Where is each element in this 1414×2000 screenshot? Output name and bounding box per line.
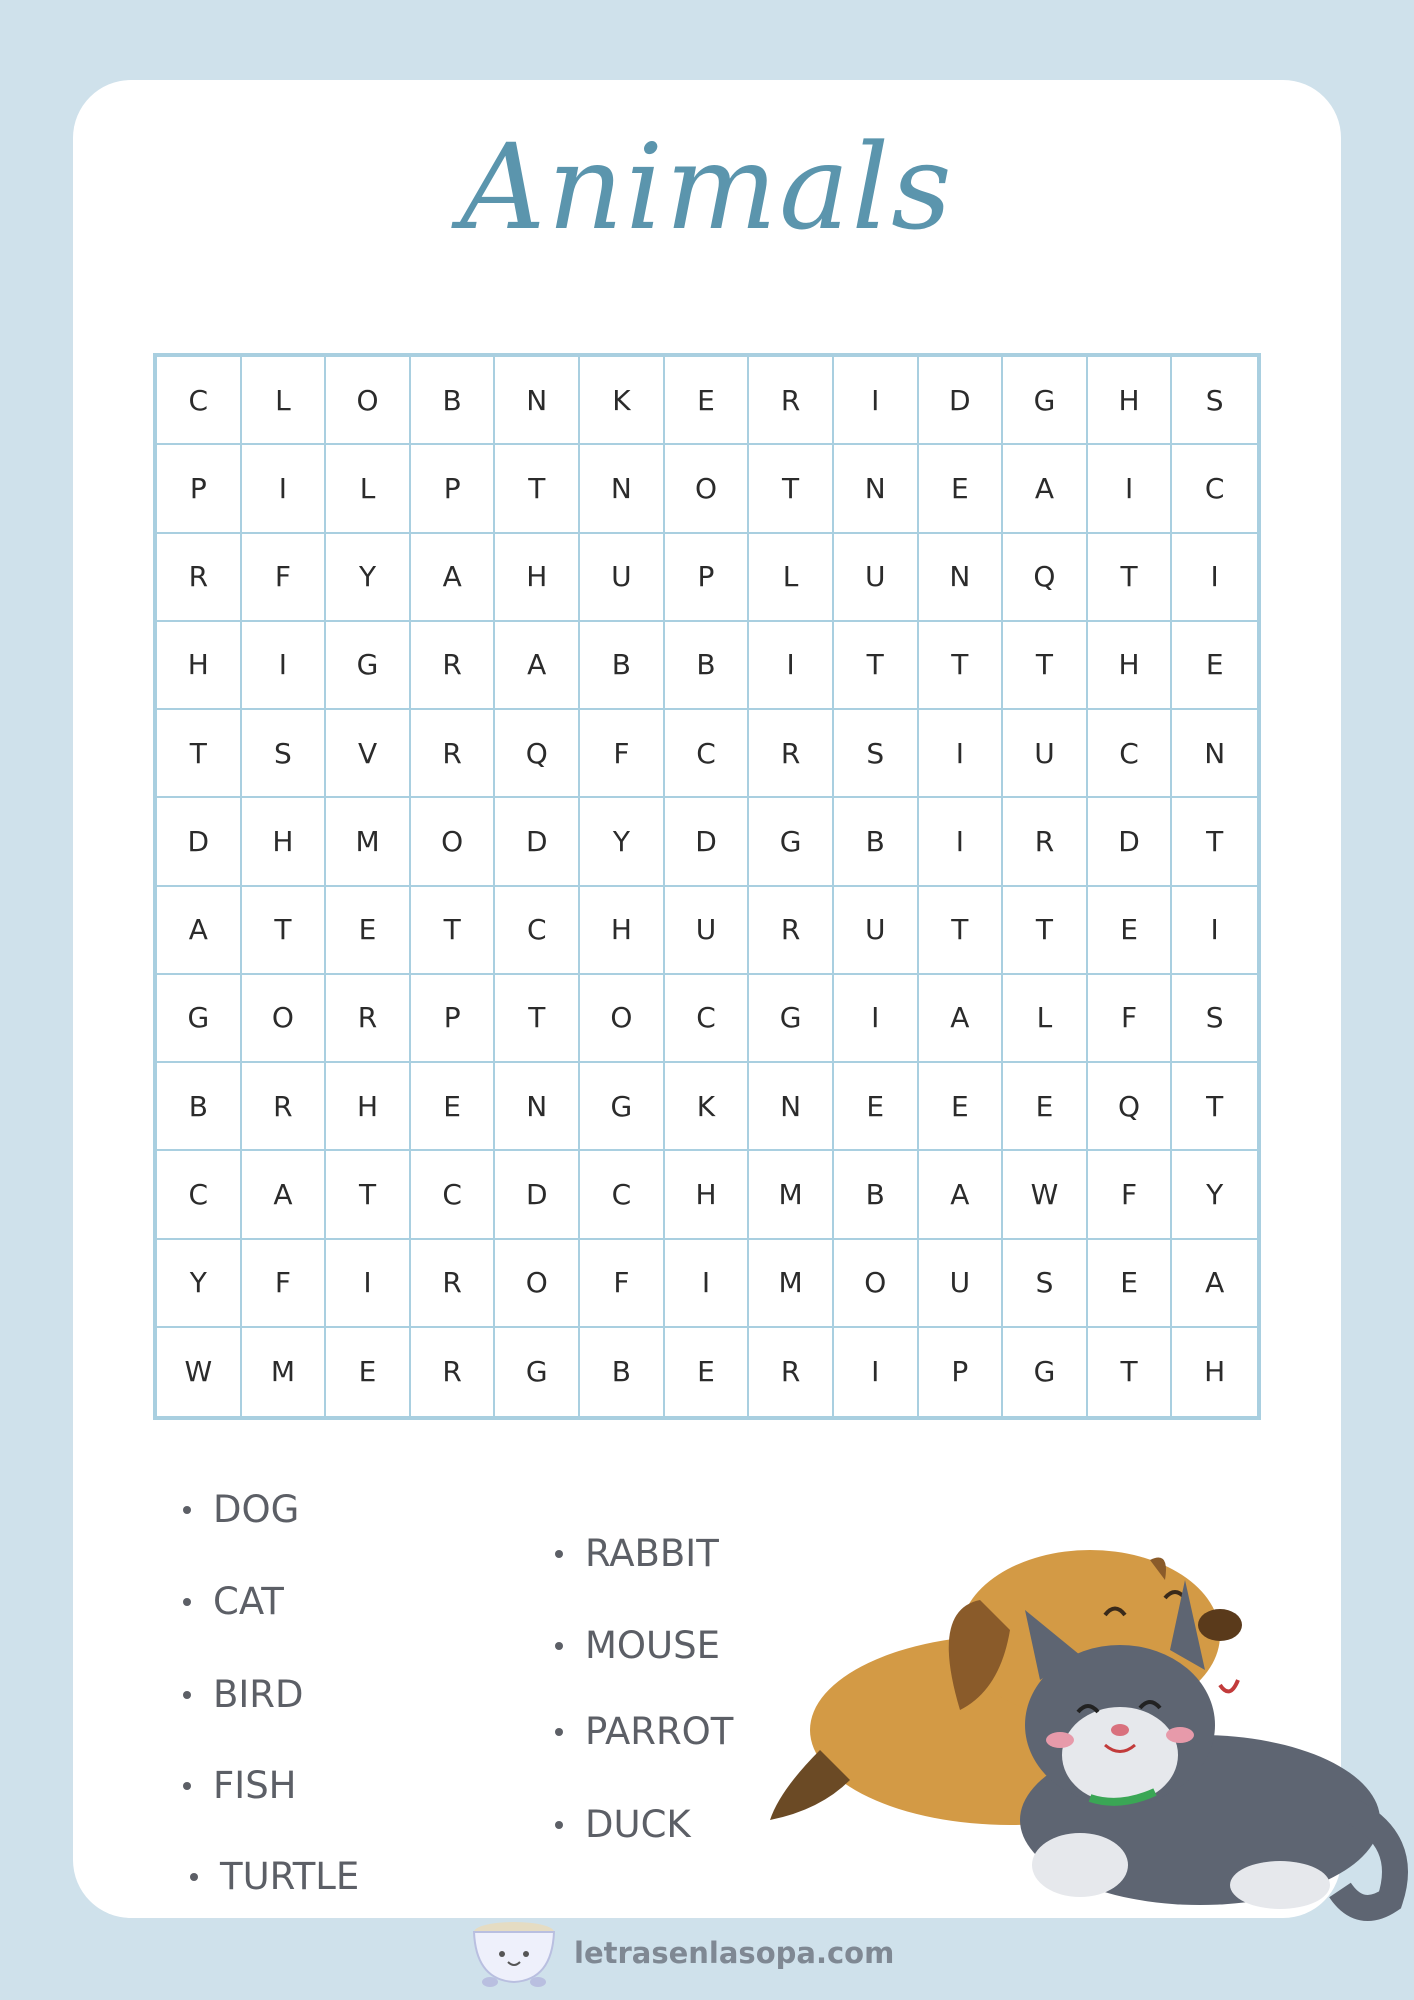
grid-cell[interactable]: G <box>157 975 242 1063</box>
grid-cell[interactable]: B <box>580 622 665 710</box>
grid-cell[interactable]: T <box>326 1151 411 1239</box>
grid-cell[interactable]: O <box>326 357 411 445</box>
grid-cell[interactable]: U <box>834 887 919 975</box>
word-label: PARROT <box>585 1710 734 1753</box>
word-label: RABBIT <box>585 1532 719 1575</box>
bullet-icon <box>555 1642 563 1650</box>
bullet-icon <box>183 1691 191 1699</box>
grid-cell[interactable]: G <box>749 798 834 886</box>
grid-cell[interactable]: T <box>1172 1063 1257 1151</box>
grid-cell[interactable]: G <box>749 975 834 1063</box>
grid-cell[interactable]: E <box>665 1328 750 1416</box>
grid-cell[interactable]: A <box>411 534 496 622</box>
bullet-icon <box>555 1728 563 1736</box>
grid-cell[interactable]: A <box>242 1151 327 1239</box>
grid-cell[interactable]: I <box>1172 534 1257 622</box>
grid-cell[interactable]: E <box>326 887 411 975</box>
grid-cell[interactable]: T <box>242 887 327 975</box>
grid-cell[interactable]: T <box>749 445 834 533</box>
grid-cell[interactable]: H <box>157 622 242 710</box>
grid-cell[interactable]: L <box>242 357 327 445</box>
grid-cell[interactable]: B <box>834 798 919 886</box>
grid-cell[interactable]: S <box>1172 357 1257 445</box>
grid-cell[interactable]: I <box>326 1240 411 1328</box>
grid-cell[interactable]: C <box>411 1151 496 1239</box>
word-label: CAT <box>213 1580 284 1623</box>
grid-cell[interactable]: I <box>834 357 919 445</box>
grid-cell[interactable]: A <box>1003 445 1088 533</box>
grid-cell[interactable]: E <box>1172 622 1257 710</box>
grid-cell[interactable]: I <box>242 622 327 710</box>
grid-cell[interactable]: B <box>665 622 750 710</box>
grid-cell[interactable]: I <box>749 622 834 710</box>
word-item <box>555 1624 720 1667</box>
grid-cell[interactable]: P <box>665 534 750 622</box>
grid-cell[interactable]: E <box>919 1063 1004 1151</box>
dog-and-cat-illustration <box>760 1540 1414 1940</box>
grid-cell[interactable]: I <box>919 798 1004 886</box>
word-item <box>183 1580 284 1623</box>
grid-cell[interactable]: C <box>665 975 750 1063</box>
grid-cell[interactable]: L <box>749 534 834 622</box>
grid-cell[interactable]: I <box>1088 445 1173 533</box>
grid-cell[interactable]: S <box>1172 975 1257 1063</box>
grid-cell[interactable]: E <box>834 1063 919 1151</box>
grid-cell[interactable]: D <box>157 798 242 886</box>
grid-cell[interactable]: P <box>919 1328 1004 1416</box>
grid-cell[interactable]: C <box>1088 710 1173 798</box>
grid-cell[interactable]: T <box>1003 622 1088 710</box>
grid-cell[interactable]: T <box>1088 1328 1173 1416</box>
grid-cell[interactable]: N <box>749 1063 834 1151</box>
grid-cell[interactable]: A <box>919 975 1004 1063</box>
grid-cell[interactable]: E <box>1003 1063 1088 1151</box>
word-item <box>555 1803 691 1846</box>
grid-cell[interactable]: S <box>1003 1240 1088 1328</box>
word-label: DOG <box>213 1488 300 1531</box>
grid-cell[interactable]: A <box>1172 1240 1257 1328</box>
word-label: FISH <box>213 1764 297 1807</box>
grid-cell[interactable]: T <box>834 622 919 710</box>
grid-cell[interactable]: D <box>665 798 750 886</box>
grid-cell[interactable]: R <box>411 1240 496 1328</box>
grid-cell[interactable]: T <box>495 975 580 1063</box>
grid-cell[interactable]: O <box>665 445 750 533</box>
word-item <box>555 1532 719 1575</box>
page-title: Animals <box>460 118 954 256</box>
grid-cell[interactable]: H <box>1204 1355 1226 1389</box>
grid-cell[interactable]: R <box>411 710 496 798</box>
grid-cell[interactable]: I <box>242 445 327 533</box>
grid-cell[interactable]: R <box>749 357 834 445</box>
grid-cell[interactable]: G <box>580 1063 665 1151</box>
grid-cell[interactable]: O <box>495 1240 580 1328</box>
letter-grid <box>153 353 1261 1420</box>
grid-cell[interactable]: T <box>157 710 242 798</box>
grid-cell[interactable]: R <box>411 1328 496 1416</box>
grid-cell[interactable]: O <box>242 975 327 1063</box>
grid-cell[interactable]: R <box>242 1063 327 1151</box>
grid-cell[interactable]: T <box>411 887 496 975</box>
grid-cell[interactable]: A <box>919 1151 1004 1239</box>
grid-cell[interactable]: D <box>1088 798 1173 886</box>
grid-cell[interactable]: C <box>495 887 580 975</box>
grid-cell[interactable]: E <box>1088 887 1173 975</box>
word-label: DUCK <box>585 1803 691 1846</box>
grid-cell[interactable]: B <box>411 357 496 445</box>
grid-cell[interactable]: M <box>749 1240 834 1328</box>
grid-cell[interactable]: P <box>411 975 496 1063</box>
site-url[interactable]: letrasenlasopa.com <box>574 1936 895 1970</box>
footer <box>466 1918 894 1988</box>
bullet-icon <box>190 1873 198 1881</box>
grid-cell[interactable]: M <box>242 1328 327 1416</box>
grid-cell[interactable]: A <box>157 887 242 975</box>
grid-cell[interactable]: F <box>242 534 327 622</box>
word-label: MOUSE <box>585 1624 720 1667</box>
grid-cell[interactable]: U <box>1003 710 1088 798</box>
grid-cell[interactable]: R <box>749 1328 834 1416</box>
grid-cell[interactable]: C <box>157 357 242 445</box>
grid-cell[interactable]: P <box>411 445 496 533</box>
grid-cell[interactable]: T <box>919 622 1004 710</box>
word-item <box>190 1855 359 1898</box>
grid-cell[interactable]: G <box>1003 357 1088 445</box>
grid-cell[interactable]: V <box>326 710 411 798</box>
grid-cell[interactable]: T <box>1172 798 1257 886</box>
grid-cell[interactable]: C <box>1172 445 1257 533</box>
grid-cell[interactable]: E <box>919 445 1004 533</box>
grid-cell[interactable]: H <box>1088 622 1173 710</box>
grid-cell[interactable]: U <box>834 534 919 622</box>
grid-cell[interactable]: D <box>495 1151 580 1239</box>
grid-cell[interactable]: U <box>580 534 665 622</box>
bullet-icon <box>555 1550 563 1558</box>
grid-cell[interactable]: B <box>580 1328 665 1416</box>
grid-cell[interactable]: E <box>1088 1240 1173 1328</box>
grid-cell[interactable]: W <box>1003 1151 1088 1239</box>
grid-cell[interactable]: L <box>326 445 411 533</box>
word-label: TURTLE <box>220 1855 360 1898</box>
grid-cell[interactable]: G <box>326 622 411 710</box>
grid-cell[interactable]: S <box>242 710 327 798</box>
grid-cell[interactable]: P <box>157 445 242 533</box>
grid-cell[interactable]: I <box>1172 887 1257 975</box>
grid-cell[interactable]: G <box>1003 1328 1088 1416</box>
grid-cell[interactable]: F <box>242 1240 327 1328</box>
grid-cell[interactable]: D <box>919 357 1004 445</box>
bowl-logo-icon <box>466 1918 562 1988</box>
grid-cell[interactable]: R <box>749 710 834 798</box>
grid-cell[interactable]: Q <box>1088 1063 1173 1151</box>
grid-cell[interactable]: I <box>919 710 1004 798</box>
grid-cell[interactable]: I <box>665 1240 750 1328</box>
word-label: BIRD <box>213 1673 304 1716</box>
word-item <box>183 1764 297 1807</box>
bullet-icon <box>183 1782 191 1790</box>
grid-cell[interactable]: C <box>157 1151 242 1239</box>
grid-cell[interactable]: T <box>919 887 1004 975</box>
grid-cell[interactable]: K <box>665 1063 750 1151</box>
grid-cell[interactable]: T <box>495 445 580 533</box>
grid-cell[interactable]: Y <box>157 1240 242 1328</box>
word-item <box>555 1710 733 1753</box>
grid-cell[interactable]: H <box>1088 357 1173 445</box>
grid-cell[interactable]: H <box>665 1151 750 1239</box>
grid-cell[interactable]: E <box>665 357 750 445</box>
grid-cell[interactable]: R <box>326 975 411 1063</box>
grid-cell[interactable]: C <box>665 710 750 798</box>
bullet-icon <box>183 1598 191 1606</box>
grid-cell[interactable]: F <box>1088 1151 1173 1239</box>
grid-cell[interactable]: Y <box>326 534 411 622</box>
grid-cell[interactable]: N <box>580 445 665 533</box>
grid-cell[interactable]: Q <box>1003 534 1088 622</box>
grid-cell[interactable]: R <box>749 887 834 975</box>
grid-cell[interactable]: Y <box>580 798 665 886</box>
grid-cell[interactable]: U <box>665 887 750 975</box>
grid-cell[interactable]: G <box>495 1328 580 1416</box>
grid-cell[interactable]: F <box>580 1240 665 1328</box>
word-item <box>183 1673 304 1716</box>
grid-cell[interactable]: H <box>580 887 665 975</box>
grid-cell[interactable]: W <box>157 1328 242 1416</box>
grid-cell[interactable]: N <box>495 357 580 445</box>
grid-cell[interactable]: D <box>495 798 580 886</box>
word-item <box>183 1488 299 1531</box>
grid-cell[interactable]: U <box>919 1240 1004 1328</box>
grid-cell[interactable]: O <box>411 798 496 886</box>
grid-cell[interactable]: T <box>1003 887 1088 975</box>
grid-cell[interactable]: O <box>834 1240 919 1328</box>
grid-cell[interactable]: H <box>326 1063 411 1151</box>
grid-cell[interactable]: F <box>1088 975 1173 1063</box>
grid-cell[interactable]: I <box>834 1328 919 1416</box>
grid-cell[interactable]: N <box>834 445 919 533</box>
grid-cell[interactable]: A <box>495 622 580 710</box>
grid-cell[interactable]: C <box>580 1151 665 1239</box>
grid-cell[interactable]: H <box>242 798 327 886</box>
grid-cell[interactable]: E <box>326 1328 411 1416</box>
grid-cell[interactable]: O <box>580 975 665 1063</box>
bullet-icon <box>183 1506 191 1514</box>
grid-cell[interactable]: E <box>411 1063 496 1151</box>
grid-cell[interactable]: N <box>1172 710 1257 798</box>
grid-cell[interactable]: R <box>157 534 242 622</box>
grid-cell[interactable]: N <box>919 534 1004 622</box>
grid-cell[interactable]: Y <box>1172 1151 1257 1239</box>
grid-cell[interactable]: H <box>495 534 580 622</box>
grid-cell[interactable]: R <box>411 622 496 710</box>
grid-cell[interactable]: S <box>834 710 919 798</box>
grid-cell[interactable]: I <box>834 975 919 1063</box>
bullet-icon <box>555 1821 563 1829</box>
grid-cell[interactable]: T <box>1088 534 1173 622</box>
grid-cell[interactable]: F <box>580 710 665 798</box>
grid-cell[interactable]: M <box>326 798 411 886</box>
grid-cell[interactable]: K <box>580 357 665 445</box>
grid-cell[interactable]: R <box>1003 798 1088 886</box>
grid-cell[interactable]: Q <box>495 710 580 798</box>
grid-cell[interactable]: N <box>495 1063 580 1151</box>
grid-cell[interactable]: M <box>749 1151 834 1239</box>
grid-cell[interactable]: B <box>157 1063 242 1151</box>
grid-cell[interactable]: L <box>1003 975 1088 1063</box>
grid-cell[interactable]: B <box>834 1151 919 1239</box>
